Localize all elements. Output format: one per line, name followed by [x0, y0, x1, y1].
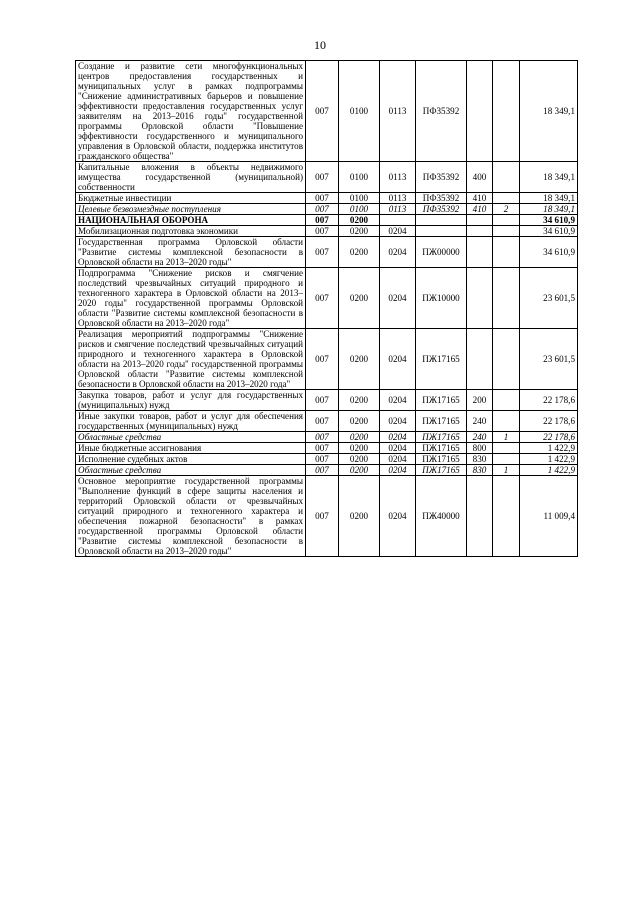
amount-cell: 34 610,9: [520, 226, 578, 237]
target-article-code-cell: ПЖ40000: [416, 476, 467, 557]
row-name-cell: Реализация мероприятий подпрограммы "Снижение рисков и смягчение последствий чрезвычайных ситуаций природного и техногенного характера в Орловской области на 2013–2020 годы" государственной программы Орловской области "Развитие системы комплексной безопасности в Орловской области на 2013–2020 года": [76, 329, 306, 390]
subsection-code-cell: 0204: [380, 476, 416, 557]
expense-type-code-cell: 410: [467, 193, 493, 204]
subsection-code-cell: 0113: [380, 162, 416, 193]
target-article-code-cell: [416, 226, 467, 237]
source-code-cell: [493, 454, 520, 465]
row-name-cell: Иные закупки товаров, работ и услуг для обеспечения государственных (муниципальных) нужд: [76, 411, 306, 432]
ministry-code-cell: 007: [306, 215, 339, 226]
source-code-cell: 1: [493, 465, 520, 476]
expense-type-code-cell: 240: [467, 411, 493, 432]
target-article-code-cell: ПЖ17165: [416, 411, 467, 432]
source-code-cell: 2: [493, 204, 520, 215]
section-code-cell: 0100: [339, 61, 380, 162]
source-code-cell: [493, 193, 520, 204]
expense-type-code-cell: [467, 215, 493, 226]
amount-cell: 22 178,6: [520, 432, 578, 443]
row-name-cell: Государственная программа Орловской области "Развитие системы комплексной безопасности в Орловской области на 2013–2020 годы": [76, 237, 306, 268]
target-article-code-cell: ПФ35392: [416, 61, 467, 162]
ministry-code-cell: 007: [306, 465, 339, 476]
row-name-cell: НАЦИОНАЛЬНАЯ ОБОРОНА: [76, 215, 306, 226]
section-code-cell: 0200: [339, 465, 380, 476]
expense-type-code-cell: 200: [467, 390, 493, 411]
subsection-code-cell: 0204: [380, 390, 416, 411]
expense-type-code-cell: 830: [467, 454, 493, 465]
section-code-cell: 0200: [339, 443, 380, 454]
expense-type-code-cell: [467, 476, 493, 557]
section-code-cell: 0200: [339, 329, 380, 390]
target-article-code-cell: ПФ35392: [416, 193, 467, 204]
table-row: [76, 61, 578, 162]
expense-type-code-cell: [467, 329, 493, 390]
row-name-cell: Основное мероприятие государственной программы "Выполнение функций в сфере защиты населения и территорий Орловской области от чрезвычайных ситуаций природного и техногенного характера и обеспечения пожарной безопасности" в рамках государственной программы Орловской области "Развитие системы комплексной безопасности в Орловской области на 2013–2020 годы": [76, 476, 306, 557]
amount-cell: 23 601,5: [520, 268, 578, 329]
subsection-code-cell: 0204: [380, 226, 416, 237]
ministry-code-cell: 007: [306, 454, 339, 465]
expense-type-code-cell: [467, 61, 493, 162]
table-row: [76, 193, 578, 204]
expense-type-code-cell: 410: [467, 204, 493, 215]
section-code-cell: 0100: [339, 204, 380, 215]
amount-cell: 23 601,5: [520, 329, 578, 390]
table-row: [76, 411, 578, 432]
row-name-cell: Создание и развитие сети многофункциональных центров предоставления государственных и муниципальных услуг в рамках подпрограммы "Снижение административных барьеров и повышение эффективности предоставления государственных услуг заявителям на 2013–2016 годы" государственной программы Орловской области "Повышение эффективности государственного и муниципального управления в Орловской области, поддержка институтов гражданского общества": [76, 61, 306, 162]
ministry-code-cell: 007: [306, 237, 339, 268]
target-article-code-cell: [416, 215, 467, 226]
table-row: [76, 443, 578, 454]
subsection-code-cell: 0204: [380, 329, 416, 390]
row-name-cell: Капитальные вложения в объекты недвижимого имущества государственной (муниципальной) собственности: [76, 162, 306, 193]
table-row: [76, 432, 578, 443]
row-name-cell: Целевые безвозмездные поступления: [76, 204, 306, 215]
source-code-cell: [493, 61, 520, 162]
section-code-cell: 0200: [339, 237, 380, 268]
source-code-cell: 1: [493, 432, 520, 443]
table-row: [76, 390, 578, 411]
section-code-cell: 0200: [339, 454, 380, 465]
expense-type-code-cell: 800: [467, 443, 493, 454]
row-name-cell: Мобилизационная подготовка экономики: [76, 226, 306, 237]
source-code-cell: [493, 390, 520, 411]
target-article-code-cell: ПЖ00000: [416, 237, 467, 268]
source-code-cell: [493, 268, 520, 329]
subsection-code-cell: [380, 215, 416, 226]
amount-cell: 34 610,9: [520, 237, 578, 268]
expense-type-code-cell: 830: [467, 465, 493, 476]
row-name-cell: Закупка товаров, работ и услуг для государственных (муниципальных) нужд: [76, 390, 306, 411]
table-row: [76, 476, 578, 557]
ministry-code-cell: 007: [306, 443, 339, 454]
expense-type-code-cell: [467, 226, 493, 237]
amount-cell: 18 349,1: [520, 204, 578, 215]
section-code-cell: 0200: [339, 215, 380, 226]
section-code-cell: 0100: [339, 162, 380, 193]
target-article-code-cell: ПФ35392: [416, 204, 467, 215]
budget-table: [75, 60, 578, 557]
ministry-code-cell: 007: [306, 226, 339, 237]
amount-cell: 18 349,1: [520, 162, 578, 193]
row-name-cell: Областные средства: [76, 432, 306, 443]
subsection-code-cell: 0204: [380, 443, 416, 454]
expense-type-code-cell: 400: [467, 162, 493, 193]
section-code-cell: 0200: [339, 390, 380, 411]
section-code-cell: 0200: [339, 411, 380, 432]
ministry-code-cell: 007: [306, 204, 339, 215]
ministry-code-cell: 007: [306, 329, 339, 390]
table-row: [76, 215, 578, 226]
ministry-code-cell: 007: [306, 162, 339, 193]
amount-cell: 22 178,6: [520, 390, 578, 411]
target-article-code-cell: ПЖ10000: [416, 268, 467, 329]
ministry-code-cell: 007: [306, 268, 339, 329]
row-name-cell: Бюджетные инвестиции: [76, 193, 306, 204]
amount-cell: 1 422,9: [520, 465, 578, 476]
row-name-cell: Подпрограмма "Снижение рисков и смягчение последствий чрезвычайных ситуаций природного и техногенного характера в Орловской области на 2013–2020 годы" государственной программы Орловской области "Развитие системы комплексной безопасности в Орловской области на 2013–2020 года": [76, 268, 306, 329]
source-code-cell: [493, 215, 520, 226]
amount-cell: 18 349,1: [520, 61, 578, 162]
table-row: [76, 329, 578, 390]
ministry-code-cell: 007: [306, 193, 339, 204]
amount-cell: 22 178,6: [520, 411, 578, 432]
row-name-cell: Исполнение судебных актов: [76, 454, 306, 465]
subsection-code-cell: 0204: [380, 432, 416, 443]
ministry-code-cell: 007: [306, 390, 339, 411]
target-article-code-cell: ПЖ17165: [416, 454, 467, 465]
subsection-code-cell: 0204: [380, 268, 416, 329]
source-code-cell: [493, 226, 520, 237]
source-code-cell: [493, 443, 520, 454]
subsection-code-cell: 0204: [380, 411, 416, 432]
ministry-code-cell: 007: [306, 411, 339, 432]
section-code-cell: 0200: [339, 268, 380, 329]
subsection-code-cell: 0113: [380, 204, 416, 215]
section-code-cell: 0200: [339, 476, 380, 557]
source-code-cell: [493, 329, 520, 390]
amount-cell: 1 422,9: [520, 443, 578, 454]
amount-cell: 1 422,9: [520, 454, 578, 465]
table-row: [76, 237, 578, 268]
table-row: [76, 162, 578, 193]
row-name-cell: Областные средства: [76, 465, 306, 476]
expense-type-code-cell: [467, 237, 493, 268]
ministry-code-cell: 007: [306, 432, 339, 443]
table-row: [76, 204, 578, 215]
section-code-cell: 0200: [339, 226, 380, 237]
target-article-code-cell: ПЖ17165: [416, 390, 467, 411]
subsection-code-cell: 0113: [380, 61, 416, 162]
expense-type-code-cell: [467, 268, 493, 329]
target-article-code-cell: ПЖ17165: [416, 329, 467, 390]
subsection-code-cell: 0204: [380, 465, 416, 476]
table-row: [76, 226, 578, 237]
table-row: [76, 465, 578, 476]
expense-type-code-cell: 240: [467, 432, 493, 443]
subsection-code-cell: 0204: [380, 454, 416, 465]
amount-cell: 11 009,4: [520, 476, 578, 557]
table-row: [76, 268, 578, 329]
page-number: 10: [314, 38, 326, 52]
target-article-code-cell: ПЖ17165: [416, 465, 467, 476]
table-row: [76, 454, 578, 465]
subsection-code-cell: 0113: [380, 193, 416, 204]
row-name-cell: Иные бюджетные ассигнования: [76, 443, 306, 454]
section-code-cell: 0100: [339, 193, 380, 204]
section-code-cell: 0200: [339, 432, 380, 443]
amount-cell: 34 610,9: [520, 215, 578, 226]
source-code-cell: [493, 162, 520, 193]
target-article-code-cell: ПЖ17165: [416, 432, 467, 443]
source-code-cell: [493, 237, 520, 268]
ministry-code-cell: 007: [306, 476, 339, 557]
table-body: [76, 61, 578, 557]
ministry-code-cell: 007: [306, 61, 339, 162]
source-code-cell: [493, 411, 520, 432]
target-article-code-cell: ПФ35392: [416, 162, 467, 193]
subsection-code-cell: 0204: [380, 237, 416, 268]
amount-cell: 18 349,1: [520, 193, 578, 204]
source-code-cell: [493, 476, 520, 557]
target-article-code-cell: ПЖ17165: [416, 443, 467, 454]
